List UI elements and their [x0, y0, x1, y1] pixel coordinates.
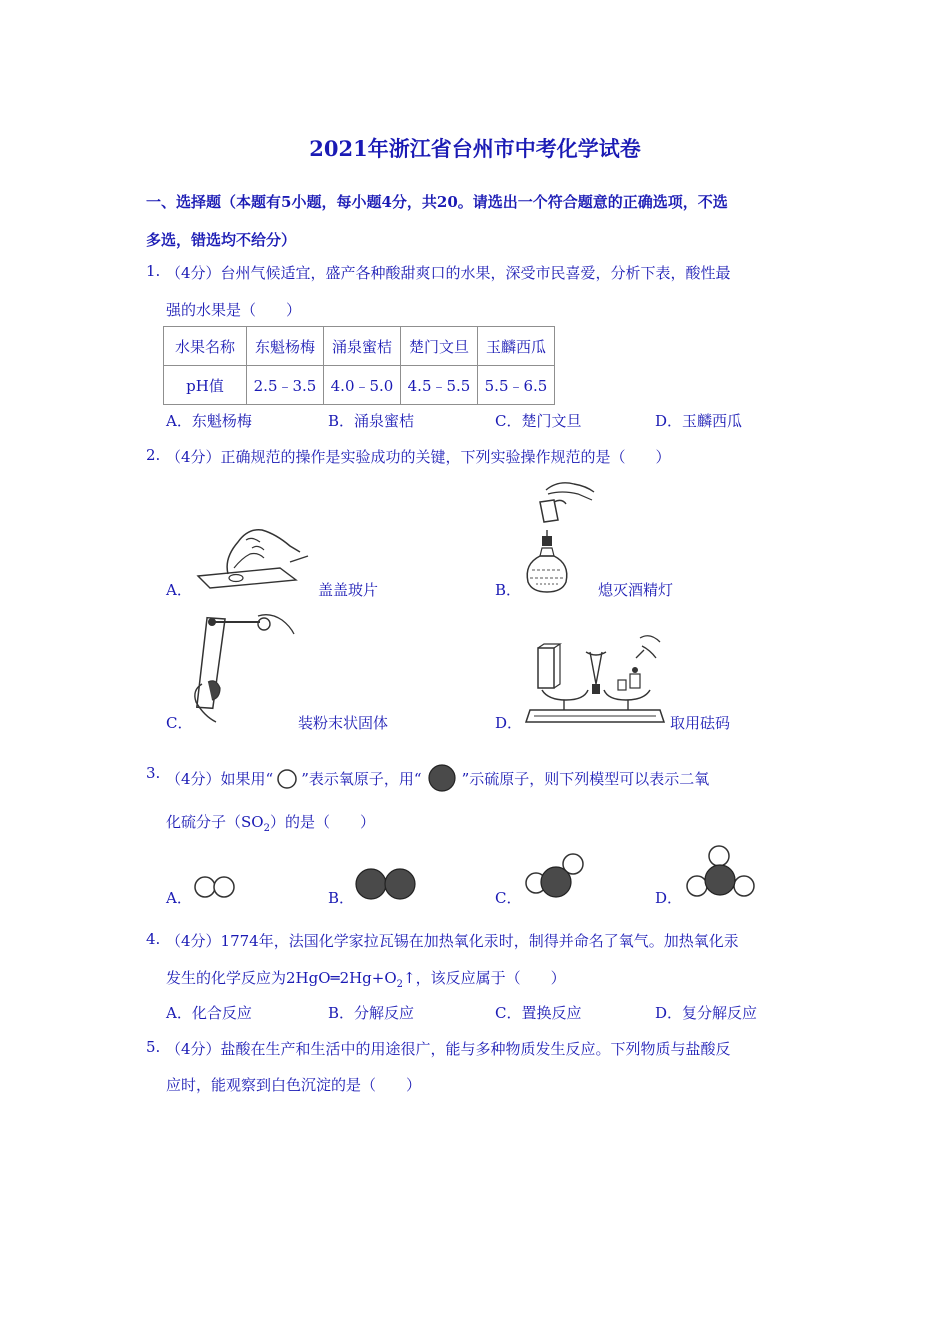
table-cell: 涌泉蜜桔: [324, 327, 401, 366]
q5-line2: 应时，能观察到白色沉淀的是（ ）: [166, 1076, 422, 1094]
q2-option-b-letter[interactable]: B．: [495, 581, 522, 599]
q4-number: 4.: [146, 930, 161, 948]
q2-option-c-caption: 装粉末状固体: [298, 714, 389, 732]
table-cell: pH值: [164, 366, 247, 405]
q2-option-a-letter[interactable]: A．: [166, 581, 192, 599]
cover-slip-illustration: [190, 518, 310, 594]
balance-scale-illustration: [524, 628, 666, 724]
q3-option-b[interactable]: B．: [328, 889, 355, 907]
q3-number: 3.: [146, 764, 161, 782]
q1-line1: （4分）台州气候适宜，盛产各种酸甜爽口的水果，深受市民喜爱，分析下表，酸性最: [166, 264, 731, 282]
q2-option-c-letter[interactable]: C．: [166, 714, 193, 732]
q4-option-a[interactable]: A．化合反应: [166, 1004, 252, 1022]
molecule-model-a-icon: [192, 874, 238, 900]
q4-line2: [166, 967, 566, 990]
q4-equation-sign: ═: [330, 969, 340, 987]
molecule-model-c-icon: [522, 852, 588, 902]
q1-number: 1.: [146, 262, 161, 280]
table-cell: 4.5﹣5.5: [401, 366, 478, 405]
table-cell: 水果名称: [164, 327, 247, 366]
q3-line1-part1: （4分）如果用“: [166, 770, 274, 788]
section-heading-line2: 多选，错选均不给分）: [146, 231, 297, 249]
page-title: 2021年浙江省台州市中考化学试卷: [309, 136, 641, 161]
q2-option-d-caption: 取用砝码: [670, 714, 731, 732]
sulfur-atom-icon: [424, 764, 460, 796]
q2-option-d-letter[interactable]: D．: [495, 714, 523, 732]
q3-option-c[interactable]: C．: [495, 889, 522, 907]
q1-option-b[interactable]: B．涌泉蜜桔: [328, 412, 415, 430]
fruit-ph-table: [163, 326, 555, 405]
molecule-model-b-icon: [352, 867, 422, 901]
q4-line1: （4分）1774年，法国化学家拉瓦锡在加热氧化汞时，制得并命名了氧气。加热氧化汞: [166, 932, 739, 950]
q2-option-a-caption: 盖盖玻片: [318, 581, 379, 599]
q2-line1: （4分）正确规范的操作是实验成功的关键，下列实验操作规范的是（ ）: [166, 448, 671, 466]
q3-option-a[interactable]: A．: [166, 889, 192, 907]
q3-option-d[interactable]: D．: [655, 889, 683, 907]
alcohol-lamp-illustration: [518, 478, 598, 600]
table-row: [164, 366, 555, 405]
q4-line2-subscript: 2: [396, 979, 404, 990]
molecule-model-d-icon: [684, 844, 758, 900]
q2-number: 2.: [146, 446, 161, 464]
q3-line2: [166, 811, 375, 834]
table-cell: 5.5﹣6.5: [478, 366, 555, 405]
q3-line2-part1: 化硫分子（SO: [166, 813, 264, 831]
section-heading-line1: 一、选择题（本题有5小题，每小题4分，共20。请选出一个符合题意的正确选项，不选: [146, 193, 728, 211]
q3-line1: [166, 764, 709, 796]
q1-option-a[interactable]: A．东魁杨梅: [166, 412, 252, 430]
table-cell: 东魁杨梅: [247, 327, 324, 366]
table-cell: 4.0﹣5.0: [324, 366, 401, 405]
q2-option-b-caption: 熄灭酒精灯: [598, 581, 674, 599]
q4-line2-part1: 发生的化学反应为2HgO: [166, 969, 331, 987]
q1-option-c[interactable]: C．楚门文旦: [495, 412, 582, 430]
q5-number: 5.: [146, 1038, 161, 1056]
q5-line1: （4分）盐酸在生产和生活中的用途很广，能与多种物质发生反应。下列物质与盐酸反: [166, 1040, 731, 1058]
table-cell: 玉麟西瓜: [478, 327, 555, 366]
q4-line2-part2: 2Hg+O: [339, 969, 397, 987]
q3-line1-part3: ”示硫原子，则下列模型可以表示二氧: [461, 770, 710, 788]
q1-line2: 强的水果是（ ）: [166, 301, 302, 319]
q3-line2-subscript: 2: [263, 823, 270, 834]
table-cell: 楚门文旦: [401, 327, 478, 366]
q3-line2-part2: ）的是（ ）: [269, 813, 375, 831]
table-header-row: [164, 327, 555, 366]
q4-option-c[interactable]: C．置换反应: [495, 1004, 582, 1022]
oxygen-atom-icon: [275, 768, 299, 794]
q4-line2-part3: ↑，该反应属于（ ）: [403, 969, 566, 987]
table-cell: 2.5﹣3.5: [247, 366, 324, 405]
powder-loading-illustration: [186, 612, 298, 724]
q1-option-d[interactable]: D．玉麟西瓜: [655, 412, 743, 430]
q4-option-b[interactable]: B．分解反应: [328, 1004, 415, 1022]
q4-option-d[interactable]: D．复分解反应: [655, 1004, 758, 1022]
q3-line1-part2: ”表示氧原子，用“: [301, 770, 422, 788]
